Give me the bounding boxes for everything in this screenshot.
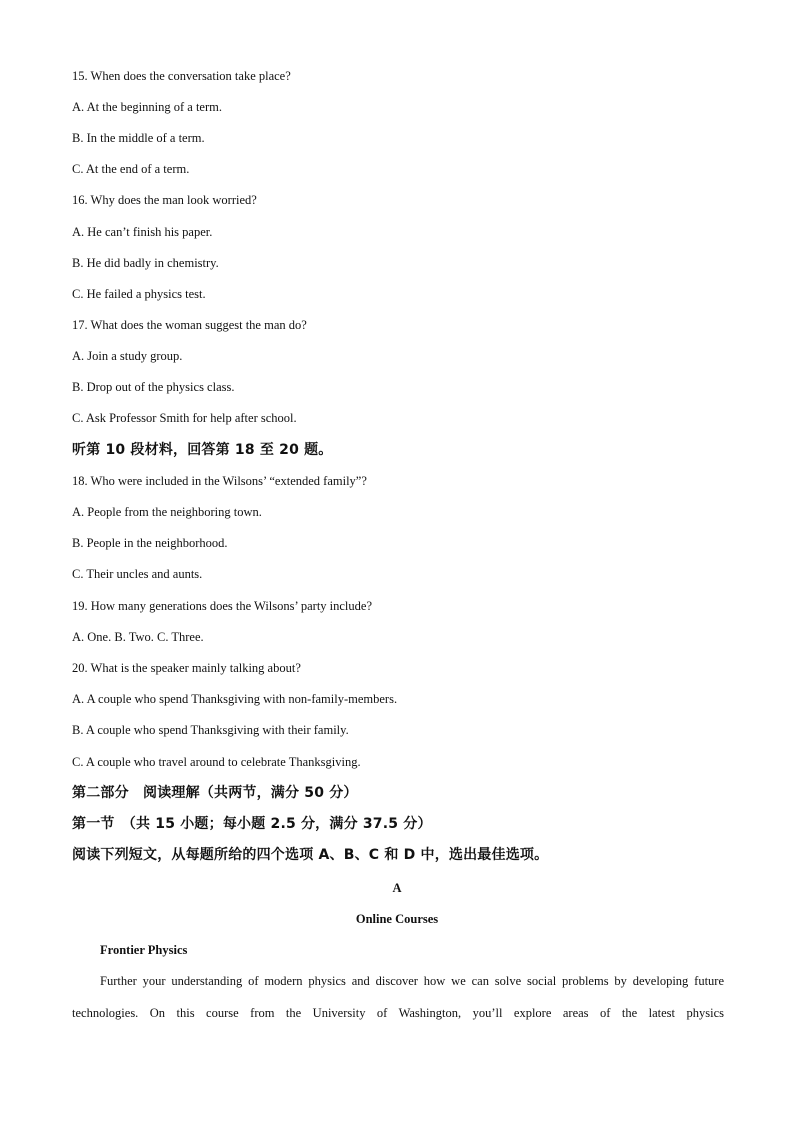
option-16b: B. He did badly in chemistry. bbox=[72, 256, 219, 270]
options-19: A. One. B. Two. C. Three. bbox=[72, 630, 204, 644]
option-17b: B. Drop out of the physics class. bbox=[72, 380, 235, 394]
question-20: 20. What is the speaker mainly talking about? bbox=[72, 661, 301, 675]
option-20b: B. A couple who spend Thanksgiving with their family. bbox=[72, 723, 349, 737]
option-15b: B. In the middle of a term. bbox=[72, 131, 205, 145]
question-15: 15. When does the conversation take place? bbox=[72, 69, 291, 83]
question-16: 16. Why does the man look worried? bbox=[72, 193, 257, 207]
part-two-heading: 第二部分 阅读理解（共两节，满分 50 分） bbox=[72, 785, 358, 801]
option-17a: A. Join a study group. bbox=[72, 349, 183, 363]
course-description: Further your understanding of modern physics and discover how we can solve social problems by developing future technologies. On this course from the University of Washington, you’ll explore areas of the latest physics bbox=[72, 974, 724, 1020]
section-one-heading: 第一节 （共 15 小题；每小题 2.5 分，满分 37.5 分） bbox=[72, 816, 432, 832]
option-17c: C. Ask Professor Smith for help after school. bbox=[72, 411, 297, 425]
option-18a: A. People from the neighboring town. bbox=[72, 505, 262, 519]
option-20c: C. A couple who travel around to celebrate Thanksgiving. bbox=[72, 755, 361, 769]
question-18: 18. Who were included in the Wilsons’ “extended family”? bbox=[72, 474, 367, 488]
course-title: Frontier Physics bbox=[100, 943, 188, 957]
question-19: 19. How many generations does the Wilsons’ party include? bbox=[72, 599, 373, 613]
section-10-heading: 听第 10 段材料，回答第 18 至 20 题。 bbox=[72, 442, 333, 458]
passage-title: Online Courses bbox=[355, 912, 439, 926]
option-18c: C. Their uncles and aunts. bbox=[72, 567, 203, 581]
option-15a: A. At the beginning of a term. bbox=[72, 100, 222, 114]
option-18b: B. People in the neighborhood. bbox=[72, 536, 228, 550]
passage-letter: A bbox=[392, 881, 402, 895]
reading-instructions: 阅读下列短文，从每题所给的四个选项 A、B、C 和 D 中，选出最佳选项。 bbox=[72, 847, 549, 863]
option-16a: A. He can’t finish his paper. bbox=[72, 225, 213, 239]
question-17: 17. What does the woman suggest the man do? bbox=[72, 318, 307, 332]
option-20a: A. A couple who spend Thanksgiving with non-family-members. bbox=[72, 692, 398, 706]
option-16c: C. He failed a physics test. bbox=[72, 287, 206, 301]
option-15c: C. At the end of a term. bbox=[72, 162, 190, 176]
